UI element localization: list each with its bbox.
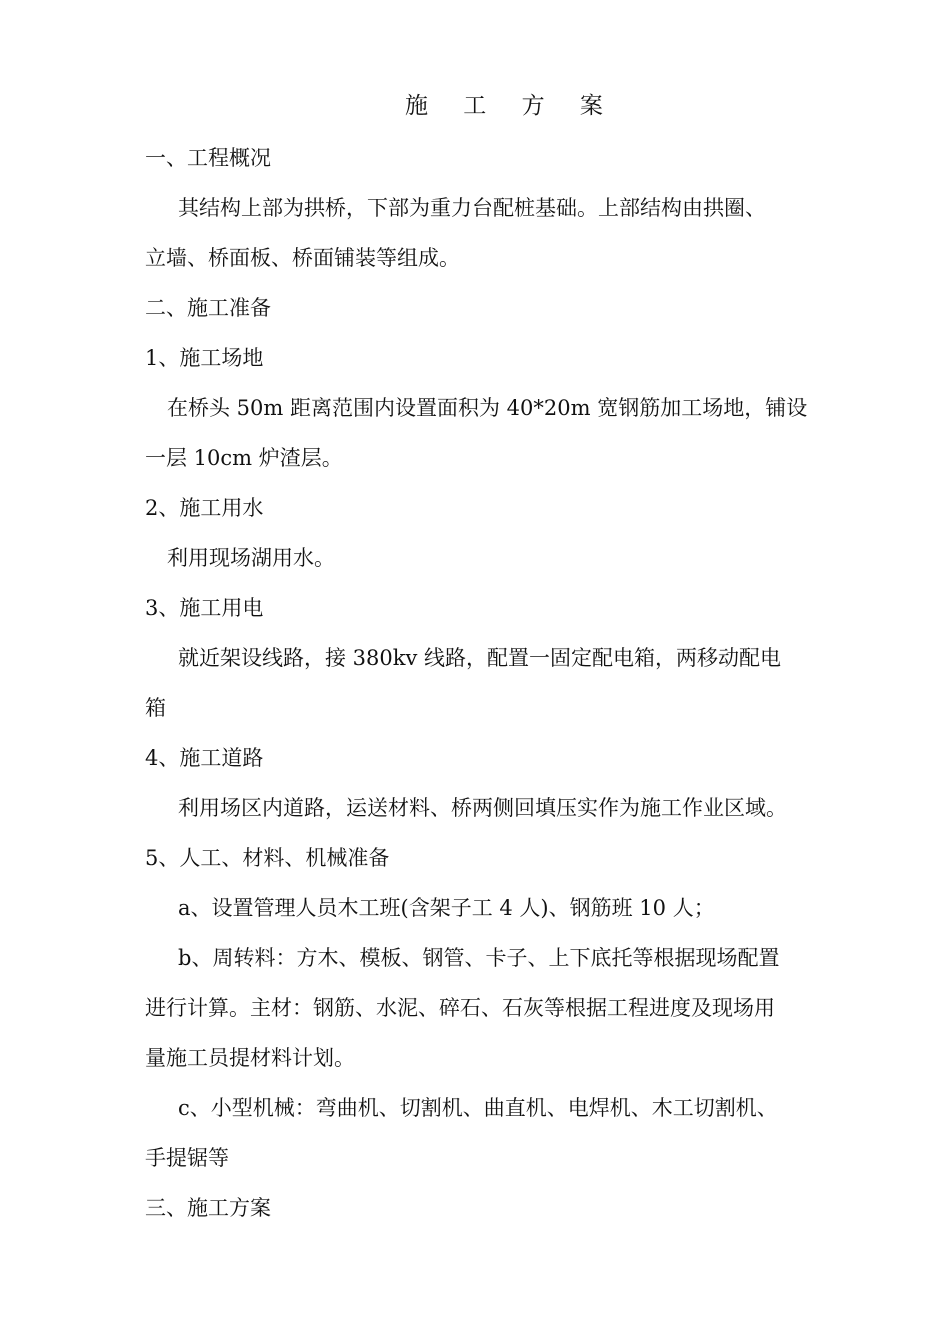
list-item-line: c、小型机械：弯曲机、切割机、曲直机、电焊机、木工切割机、	[178, 1096, 778, 1120]
document-title: 施 工 方 案	[405, 93, 617, 119]
paragraph-line: 利用现场湖用水。	[167, 546, 335, 570]
section-heading: 二、施工准备	[145, 296, 271, 320]
section-heading: 一、工程概况	[145, 146, 271, 170]
list-item-line: 量施工员提材料计划。	[145, 1046, 355, 1070]
subsection-heading: 3、施工用电	[145, 596, 264, 620]
paragraph-line: 箱	[145, 696, 166, 720]
subsection-heading: 5、人工、材料、机械准备	[145, 846, 390, 870]
paragraph-line: 一层 10cm 炉渣层。	[145, 446, 343, 470]
paragraph-line: 就近架设线路，接 380kv 线路，配置一固定配电箱，两移动配电	[178, 646, 782, 670]
subsection-heading: 4、施工道路	[145, 746, 264, 770]
paragraph-line: 在桥头 50m 距离范围内设置面积为 40*20m 宽钢筋加工场地，铺设	[167, 396, 808, 420]
list-item-line: 手提锯等	[145, 1146, 229, 1170]
list-item-line: a、设置管理人员木工班(含架子工 4 人)、钢筋班 10 人；	[178, 896, 715, 920]
paragraph-line: 利用场区内道路，运送材料、桥两侧回填压实作为施工作业区域。	[178, 796, 787, 820]
list-item-line: 进行计算。主材：钢筋、水泥、碎石、石灰等根据工程进度及现场用	[145, 996, 775, 1020]
subsection-heading: 2、施工用水	[145, 496, 264, 520]
paragraph-line: 其结构上部为拱桥，下部为重力台配桩基础。上部结构由拱圈、	[178, 196, 766, 220]
list-item-line: b、周转料：方木、模板、钢管、卡子、上下底托等根据现场配置	[178, 946, 780, 970]
paragraph-line: 立墙、桥面板、桥面铺装等组成。	[145, 246, 460, 270]
section-heading: 三、施工方案	[145, 1196, 271, 1220]
subsection-heading: 1、施工场地	[145, 346, 264, 370]
